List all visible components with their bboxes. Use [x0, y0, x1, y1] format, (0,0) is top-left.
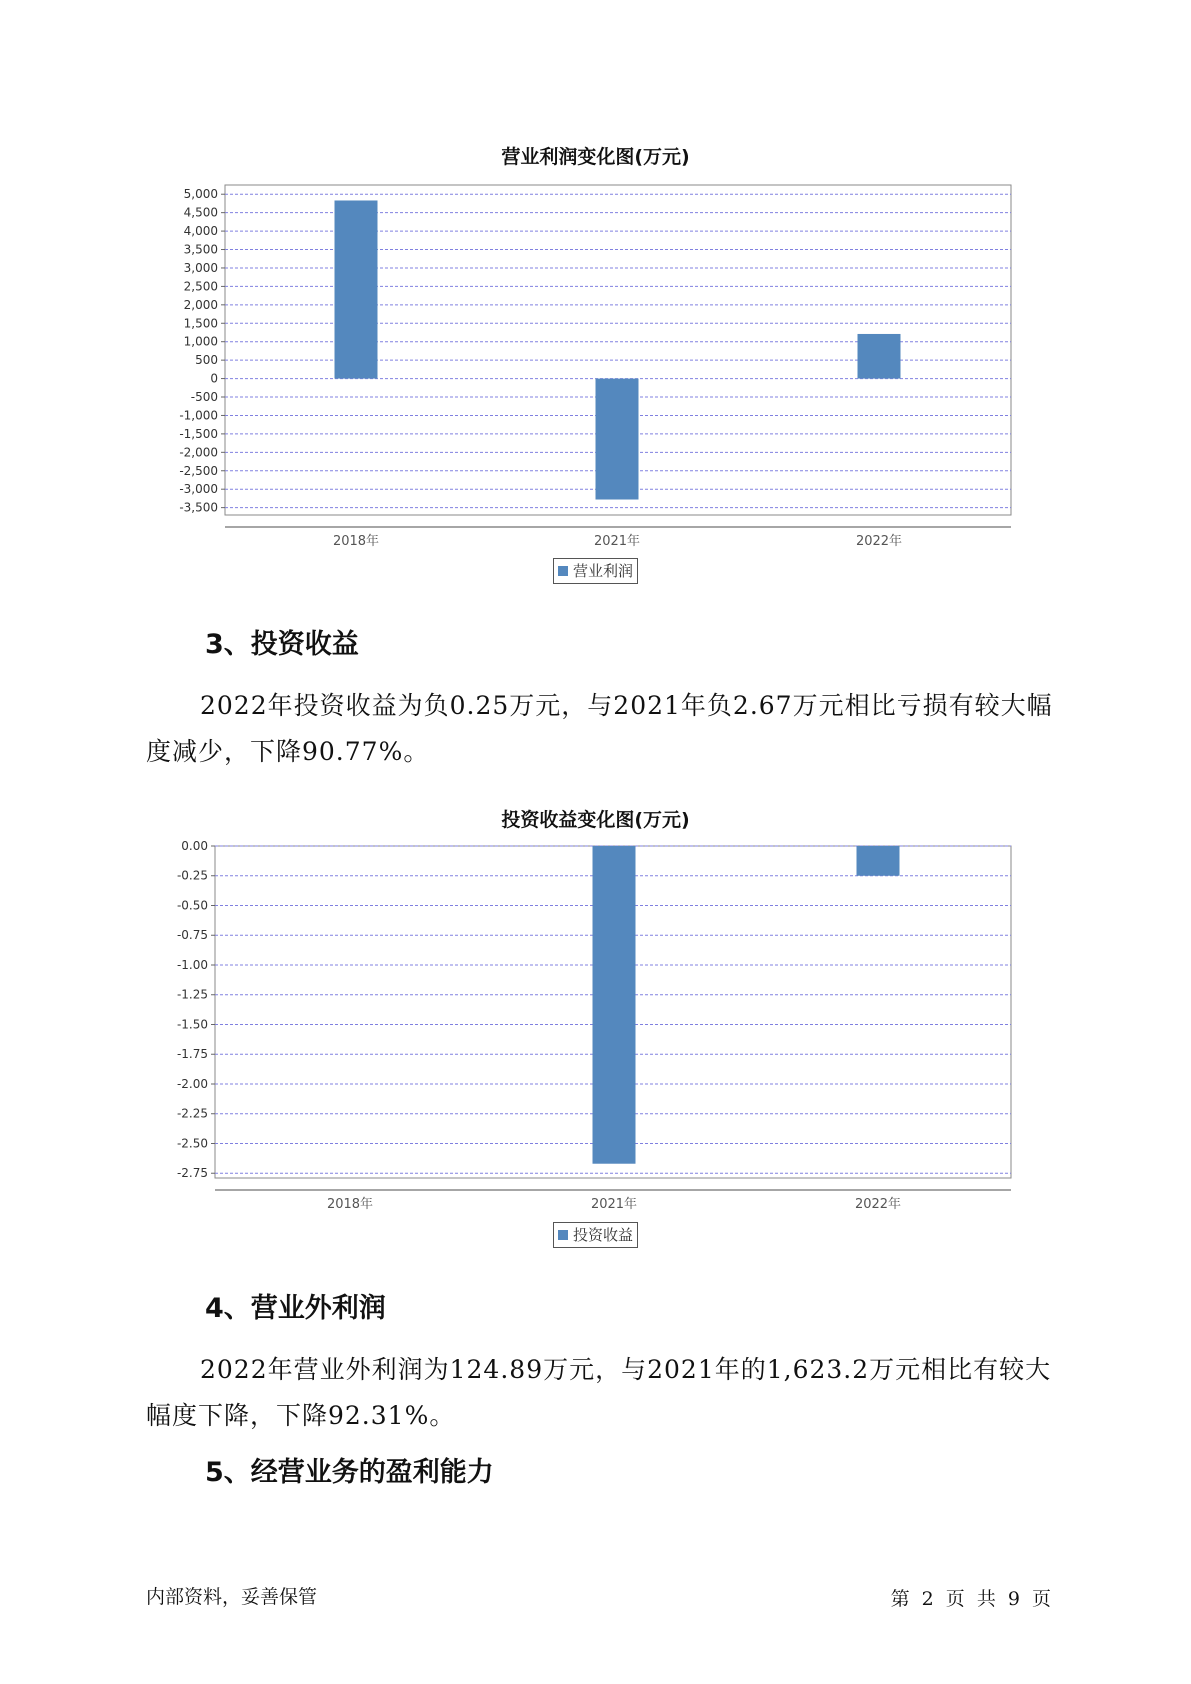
y-tick-label: -1.25: [176, 987, 208, 1002]
chart2-legend: [553, 1222, 638, 1248]
chart1-legend: [553, 558, 638, 584]
investment-income-chart: [0, 838, 1191, 1238]
operating-profit-chart: [0, 175, 1191, 575]
y-tick-label: -2.00: [176, 1076, 208, 1091]
legend-swatch-icon: [558, 1230, 568, 1240]
y-tick-label: -1,000: [179, 408, 218, 423]
bar-2021年: [596, 379, 639, 500]
y-tick-label: -0.50: [176, 898, 208, 913]
y-tick-label: -3,500: [179, 500, 218, 515]
y-tick-label: 2,000: [183, 297, 218, 312]
y-tick-label: -0.75: [176, 928, 208, 943]
y-tick-label: 0: [210, 371, 218, 386]
x-tick-label: 2022年: [855, 534, 903, 549]
y-tick-label: 4,500: [183, 205, 218, 220]
y-tick-label: 2,500: [183, 279, 218, 294]
bar-2022年: [858, 334, 901, 379]
x-tick-label: 2018年: [326, 1197, 374, 1212]
section4-paragraph: 2022年营业外利润为124.89万元，与2021年的1,623.2万元相比有较大幅度下降，下降92.31%。: [146, 1355, 1052, 1430]
bar-2021年: [593, 846, 636, 1164]
chart1-legend-label: 营业利润: [573, 562, 634, 580]
y-tick-label: 4,000: [183, 224, 218, 239]
x-tick-label: 2021年: [590, 1197, 638, 1212]
y-tick-label: -2.50: [176, 1136, 208, 1151]
y-tick-label: -1.00: [176, 957, 208, 972]
y-tick-label: -2.25: [176, 1106, 208, 1121]
chart1-title: 营业利润变化图(万元): [501, 146, 690, 168]
y-tick-label: 500: [195, 353, 218, 368]
y-tick-label: 1,500: [183, 316, 218, 331]
bar-2018年: [335, 200, 378, 378]
y-tick-label: 0.00: [181, 839, 208, 853]
bar-2022年: [857, 846, 900, 876]
chart2-title: 投资收益变化图(万元): [501, 809, 690, 831]
section3-heading: 3、投资收益: [205, 629, 359, 660]
section4-heading: 4、营业外利润: [205, 1293, 386, 1324]
y-tick-label: -1.75: [176, 1047, 208, 1062]
x-tick-label: 2021年: [593, 534, 641, 549]
y-tick-label: 3,500: [183, 242, 218, 257]
chart2-legend-label: 投资收益: [573, 1226, 634, 1244]
y-tick-label: -1.50: [176, 1017, 208, 1032]
footer-confidential-note: 内部资料，妥善保管: [146, 1586, 318, 1608]
y-tick-label: 1,000: [183, 334, 218, 349]
y-tick-label: -2.75: [176, 1166, 208, 1181]
legend-swatch-icon: [558, 566, 568, 576]
y-tick-label: -2,500: [179, 463, 218, 478]
x-tick-label: 2018年: [332, 534, 380, 549]
y-tick-label: -0.25: [176, 868, 208, 883]
y-tick-label: -2,000: [179, 445, 218, 460]
footer-page-number: 第 2 页 共 9 页: [890, 1588, 1051, 1610]
y-tick-label: -1,500: [179, 426, 218, 441]
y-tick-label: 5,000: [183, 187, 218, 202]
x-tick-label: 2022年: [854, 1197, 902, 1212]
y-tick-label: -500: [190, 390, 218, 405]
y-tick-label: -3,000: [179, 482, 218, 497]
section5-heading: 5、经营业务的盈利能力: [205, 1457, 494, 1488]
y-tick-label: 3,000: [183, 260, 218, 275]
section3-paragraph: 2022年投资收益为负0.25万元，与2021年负2.67万元相比亏损有较大幅度减少，下降90.77%。: [146, 691, 1053, 766]
